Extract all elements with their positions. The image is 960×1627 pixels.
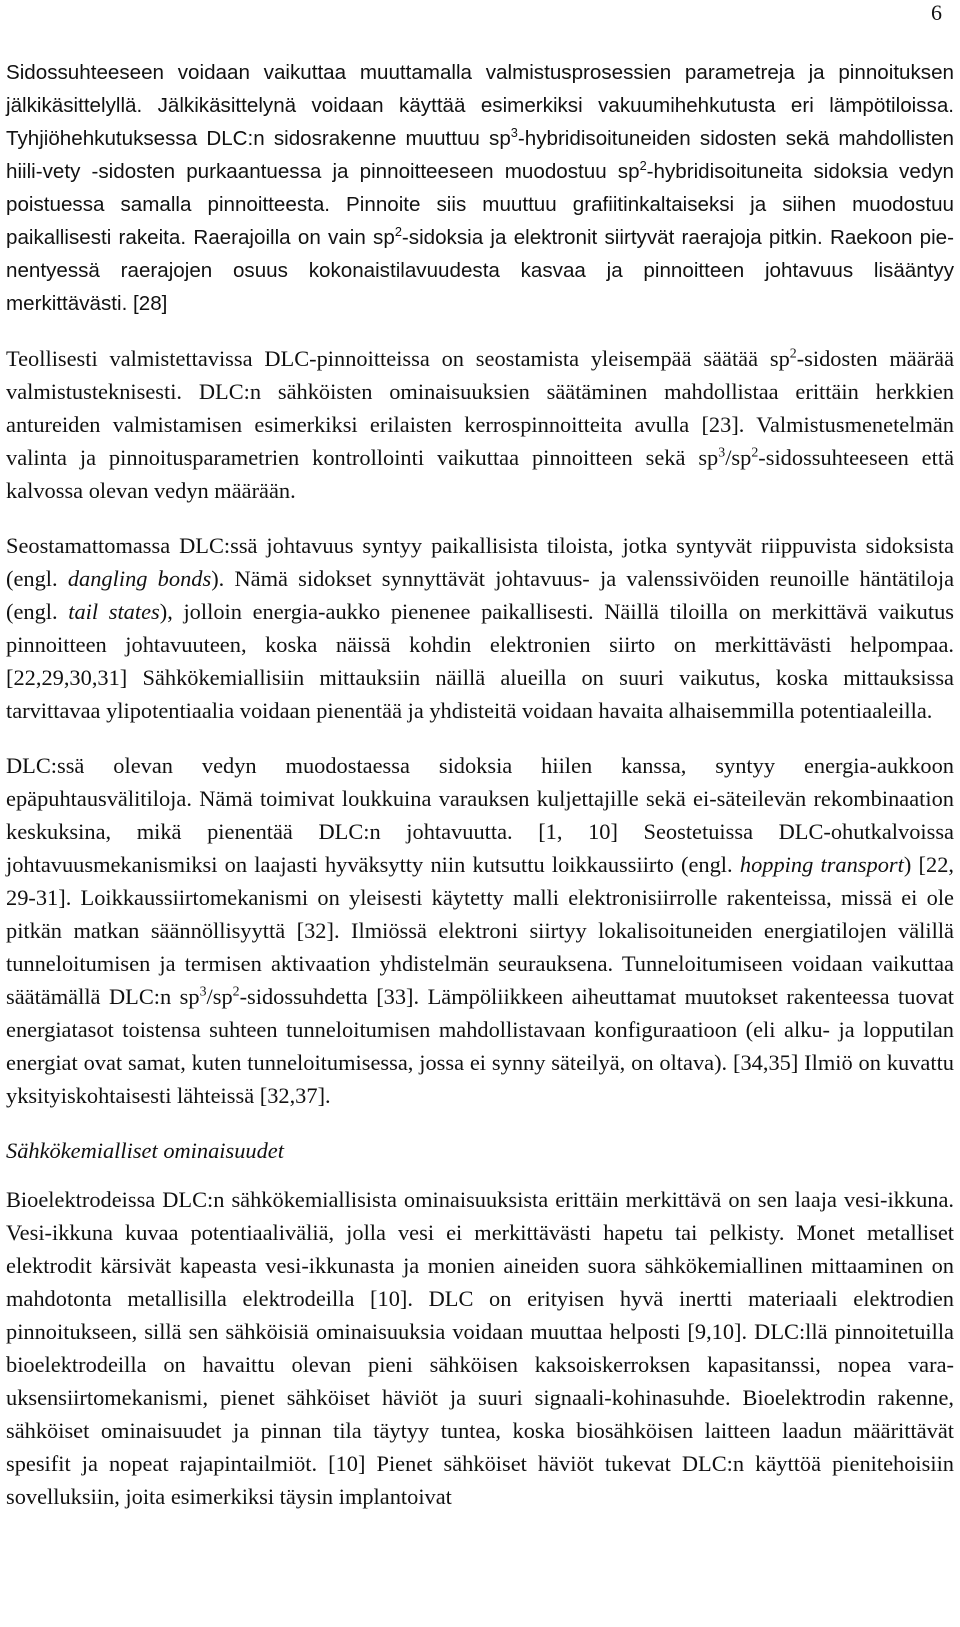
p1-text-a: Sidossuhteeseen voidaan vaikuttaa muuttamalla valmistusprosessien parametreja ja pinnoituksen jälkikäsittelyllä. Jälkikäsittelynä voidaan käyttää esimerkiksi vakuumihehkutusta eri lämpötiloissa. Tyhjiöhehkutuksessa DLC:n sidosrakenne muuttuu sp xyxy=(6,61,954,150)
p2-sup-1: 2 xyxy=(789,346,797,362)
p3-term-tail-states: tail states xyxy=(68,599,160,624)
p4-text-d: -sidossuhdetta [33]. Lämpöliikkeen aiheuttamat muutokset rakenteessa tuovat energiatasot toistensa suhteen tunneloitumisen mahdollistavaan konfiguraatioon (eli alku- ja lopputilan energiat ovat samat, kuten tunneloitumisessa, jossa ei synny säteilyä, on oltava). [34,35] Ilmiö on kuvattu yksityiskohtaisesti lähteissä [32,37]. xyxy=(6,984,954,1108)
p4-sup-1: 3 xyxy=(199,984,207,1000)
paragraph-sidossuhde xyxy=(6,56,954,320)
p1-sup-2: 2 xyxy=(639,158,647,174)
p1-text-b: -hybridisoituneiden sidosten sekä mahdollisten hiili-vety -sidosten purkaantuessa ja pinnoitteeseen muodostuu sp xyxy=(6,127,955,183)
p2-text-c: /sp xyxy=(725,445,752,470)
p2-sup-2: 3 xyxy=(718,445,726,461)
p1-sup-3: 2 xyxy=(394,224,402,240)
page-number: 6 xyxy=(931,0,942,25)
p2-text-b: -sidosten määrää valmistusteknisesti. DLC:n sähköisten ominaisuuksien säätäminen mahdollistaa erittäin herkkien antureiden valmistamisen esimerkiksi erilaisten kerrospinnoitteita avulla [23]. Valmistusmenetelmän valinta ja pinnoitusparametrien kontrollointi vaikuttaa pinnoitteen sekä sp xyxy=(6,346,955,470)
paragraph-teollisesti xyxy=(6,342,954,507)
paragraph-seostamattomassa xyxy=(6,529,954,727)
p3-text-a: Seostamattomassa DLC:ssä johtavuus syntyy paikallisista tiloista, jotka syntyvät riippuvista sidoksista (engl. xyxy=(6,533,954,591)
p4-sup-2: 2 xyxy=(232,984,240,1000)
p1-sup-1: 3 xyxy=(510,125,518,141)
p4-text-a: DLC:ssä olevan vedyn muodostaessa sidoksia hiilen kanssa, syntyy energia-aukkoon epäpuhtausvälitiloja. Nämä toimivat loukkuina varauksen kuljettajille sekä ei-säteilevän rekombinaation keskuksina, mikä pienentää DLC:n johtavuutta. [1, 10] Seostetuissa DLC-ohutkalvoissa johtavuusmekanismiksi on laajasti hyväksytty niin kutsuttu loikkaussiirto (engl. xyxy=(6,753,954,877)
section-heading: Sähkökemialliset ominaisuudet xyxy=(6,1138,284,1163)
paragraph-vety xyxy=(6,749,954,1112)
p4-text-b: ) [22, 29-31]. Loikkaussiirtomekanismi on yleisesti käytetty malli elektronisiirrolle rakenteissa, missä ei ole pitkän matkan säännöllisyyttä [32]. Ilmiössä elektroni siirtyy lokalisoituneiden energiatilojen välillä tunneloitumisen ja termisen aktivaation yhdistelmän seurauksena. Tunneloitumiseen voidaan vaikuttaa säätämällä DLC:n sp xyxy=(6,852,955,1009)
p2-text-d: -sidossuhteeseen että kalvossa olevan vedyn määrään. xyxy=(6,445,955,503)
p2-sup-3: 2 xyxy=(751,445,759,461)
p4-term-hopping-transport: hopping transport xyxy=(739,852,904,877)
p2-text-a: Teollisesti valmistettavissa DLC-pinnoitteissa on seostamista yleisempää säätää sp xyxy=(6,346,790,371)
p4-text-c: /sp xyxy=(206,984,233,1009)
p3-term-dangling-bonds: dangling bonds xyxy=(67,566,212,591)
p1-text-d: -sidoksia ja elektronit siirtyvät raerajoja pitkin. Raekoon pienentyessä raerajojen osuus kokonaistilavuudesta kasvaa ja pinnoitteen johtavuus lisääntyy merkittävästi. [28] xyxy=(6,226,954,315)
paragraph-bioelektrodit: Bioelektrodeissa DLC:n sähkökemiallisista ominaisuuksista erittäin merkittävä on sen laaja vesi-ikkuna. Vesi-ikkuna kuvaa potentiaaliväliä, jolla vesi ei merkittävästi hapetu tai pelkisty. Monet metalliset elektrodit kärsivät kapeasta vesi-ikkunasta ja monien aineiden suora sähkökemiallinen mittaaminen on mahdotonta metallisilla elektrodeilla [10]. DLC on erityisen hyvä inertti materiaali elektrodien pinnoitukseen, sillä sen sähköisiä ominaisuuksia voidaan muuttaa helposti [9,10]. DLC:llä pinnoitetuilla bioelektrodeilla on havaittu olevan pieni sähköisen kaksoiskerroksen kapasitanssi, nopea varauksensiirtomekanismi, pienet sähköiset häviöt ja suuri signaali-kohinasuhde. Bioelektrodin rakenne, sähköiset ominaisuudet ja pinnan tila täytyy tuntea, koska biosähköisen laitteen laadun määrittävät spesifit ja nopeat rajapintailmiöt. [10] Pienet sähköiset häviöt tukevat DLC:n käyttöä pienitehoisiin sovelluksiin, joita esimerkiksi täysin implantoivat xyxy=(6,1187,954,1509)
p3-text-c: ), jolloin energia-aukko pienenee paikallisesti. Näillä tiloilla on merkittävä vaikutus pinnoitteen johtavuuteen, koska näissä kohdin elektronien siirto on merkittävästi helpompaa. [22,29,30,31] Sähkökemiallisiin mittauksiin näillä alueilla on suuri vaikutus, koska mittauksissa tarvittavaa ylipotentiaalia voidaan pienentää ja yhdisteitä voidaan havaita alhaisemmilla potentiaaleilla. xyxy=(6,599,955,723)
body-text xyxy=(6,56,954,1535)
p3-text-b: ). Nämä sidokset synnyttävät johtavuus- ja valenssivöiden reunoille häntätiloja (engl. xyxy=(6,566,955,624)
p1-text-c: -hybridisoituneita sidoksia vedyn poistuessa samalla pinnoitteesta. Pinnoite siis muuttuu grafiitinkaltaiseksi ja siihen muodostuu paikallisesti rakeita. Raerajoilla on vain sp xyxy=(6,160,954,249)
